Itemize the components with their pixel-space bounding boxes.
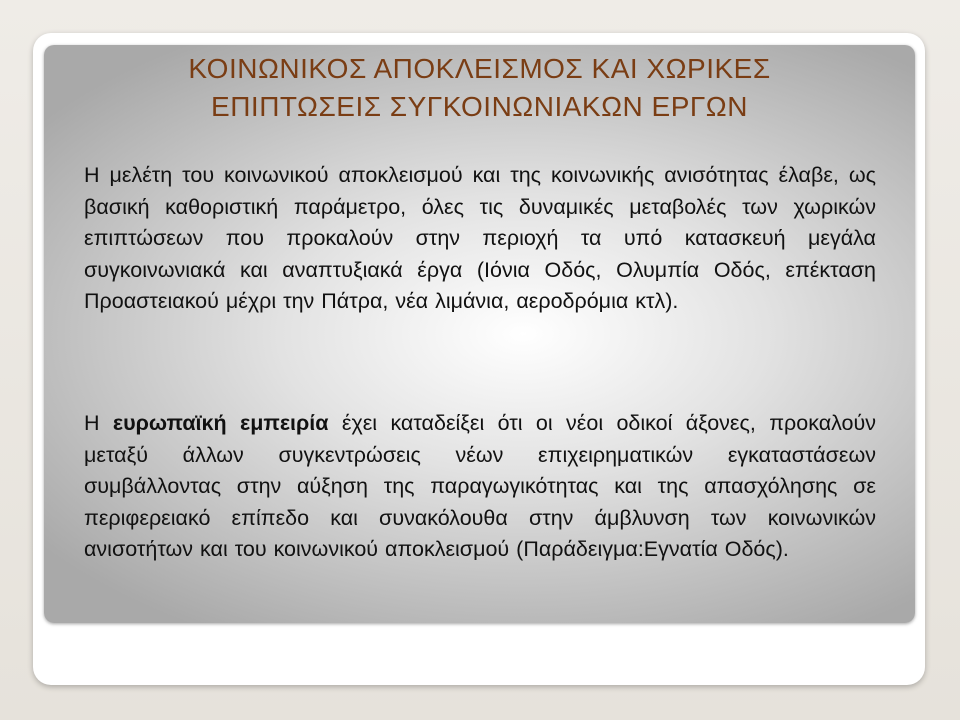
paragraph-2-rest: έχει καταδείξει ότι οι νέοι οδικοί άξονες, προκαλούν μεταξύ άλλων συγκεντρώσεις νέων επιχειρηματικών εγκαταστάσεων συμβάλλοντας στην αύξηση της παραγωγικότητας και της απασχόλησης σε περιφερειακό επίπεδο και συνακόλουθα στην άμβλυνση των κοινωνικών ανισοτήτων και του κοινωνικού αποκλεισμού (Παράδειγμα:Εγνατία Οδός). [84, 411, 877, 561]
slide-title [44, 50, 915, 126]
paragraph-european-experience [84, 408, 876, 566]
slide-title-line-1: ΚΟΙΝΩΝΙΚΟΣ ΑΠΟΚΛΕΙΣΜΟΣ ΚΑΙ ΧΩΡΙΚΕΣ [188, 53, 771, 84]
paragraph-2-emphasis: ευρωπαϊκή εμπειρία [112, 411, 329, 435]
slide-title-line-2: ΕΠΙΠΤΩΣΕΙΣ ΣΥΓΚΟΙΝΩΝΙΑΚΩΝ ΕΡΓΩΝ [211, 91, 748, 122]
paragraph-social-exclusion-study: Η μελέτη του κοινωνικού αποκλεισμού και της κοινωνικής ανισότητας έλαβε, ως βασική καθοριστική παράμετρο, όλες τις δυναμικές μεταβολές των χωρικών επιπτώσεων που προκαλούν στην περιοχή τα υπό κατασκευή μεγάλα συγκοινωνιακά και αναπτυξιακά έργα (Ιόνια Οδός, Ολυμπία Οδός, επέκταση Προαστειακού μέχρι την Πάτρα, νέα λιμάνια, αεροδρόμια κτλ). [84, 163, 876, 313]
paragraph-2-lead: Η [84, 411, 113, 435]
